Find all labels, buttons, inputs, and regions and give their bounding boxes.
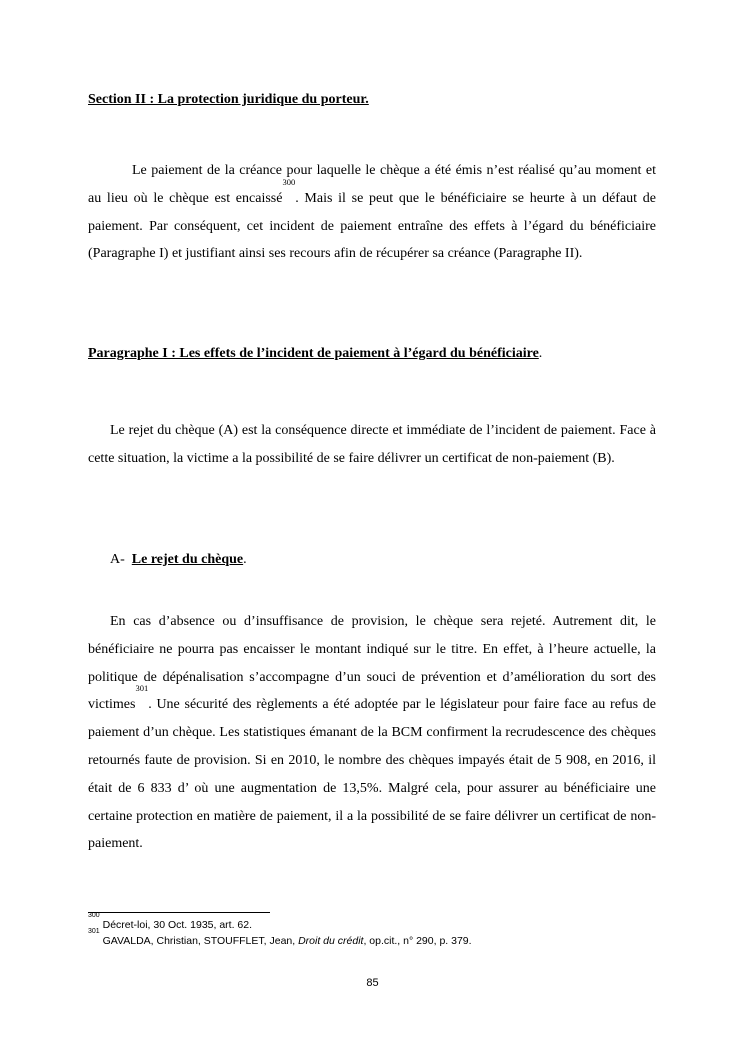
subsection-title-end: . <box>243 552 247 567</box>
effects-paragraph: Le rejet du chèque (A) est la conséquence directe et immédiate de l’incident de paiement. Face à cette situation, la victime a la possibilité de se faire délivrer un certificat de non-paiement (B). <box>88 423 656 466</box>
rejection-text-2: . Une sécurité des règlements a été adoptée par le législateur pour faire face au refus de paiement d’un chèque. Les statistiques émanant de la BCM confirment la recrudescence des chèques retournés faute de provision. Si en 2010, le nombre des chèques impayés était de 5 908, en 2016, il était de 6 833 d’ où une augmentation de 13,5%. Malgré cela, pour assurer au bénéficiaire une certaine protection en matière de paiement, il a la possibilité de se faire délivrer un certificat de non-paiement. <box>88 697 656 852</box>
rejection-text-1: En cas d’absence ou d’insuffisance de provision, le chèque sera rejeté. Autrement dit, le bénéficiaire ne pourra pas encaisser le montant indiqué sur le titre. En effet, à l’heure actuelle, la politique de dépénalisation s’accompagne d’un souci de prévention et d’amélioration du sort des victimes <box>88 614 656 713</box>
footnote-301 <box>88 928 472 948</box>
section-title: Section II : La protection juridique du porteur. <box>88 92 369 107</box>
rejection-paragraph <box>88 608 656 858</box>
footnote-text-a: GAVALDA, Christian, STOUFFLET, Jean, <box>102 935 299 947</box>
paragraph-title: Paragraphe I : Les effets de l’incident de paiement à l’égard du bénéficiaire <box>88 346 539 361</box>
footnote-book-title: Droit du crédit <box>298 935 364 947</box>
paragraph-heading <box>88 344 656 364</box>
footnote-text-b: , op.cit., n° 290, p. 379. <box>363 935 472 947</box>
footnote-ref-301[interactable]: 301 <box>135 683 149 694</box>
page-number: 85 <box>366 977 379 989</box>
footnote-number: 300 <box>88 912 100 919</box>
intro-text-1: Le paiement de la créance pour laquelle le chèque a été émis n’est réalisé qu’au moment et au lieu où le chèque est encaissé <box>88 163 656 206</box>
paragraph-title-end: . <box>538 346 543 361</box>
subsection-title: Le rejet du chèque <box>131 552 244 567</box>
footnote-text: Décret-loi, 30 Oct. 1935, art. 62. <box>102 919 253 931</box>
subsection-heading <box>88 550 656 570</box>
intro-paragraph <box>88 157 656 268</box>
footnote-300 <box>88 912 253 932</box>
subsection-prefix: A- <box>110 552 125 567</box>
footnote-ref-300[interactable]: 300 <box>282 176 296 187</box>
footnote-number: 301 <box>88 928 100 935</box>
footnote-separator <box>88 912 270 913</box>
intro-text-2: . Mais il se peut que le bénéficiaire se heurte à un défaut de paiement. Par conséquent, cet incident de paiement entraîne des effets à l’égard du bénéficiaire (Paragraphe I) et justifiant ainsi ses recours afin de récupérer sa créance (Paragraphe II). <box>88 190 656 262</box>
